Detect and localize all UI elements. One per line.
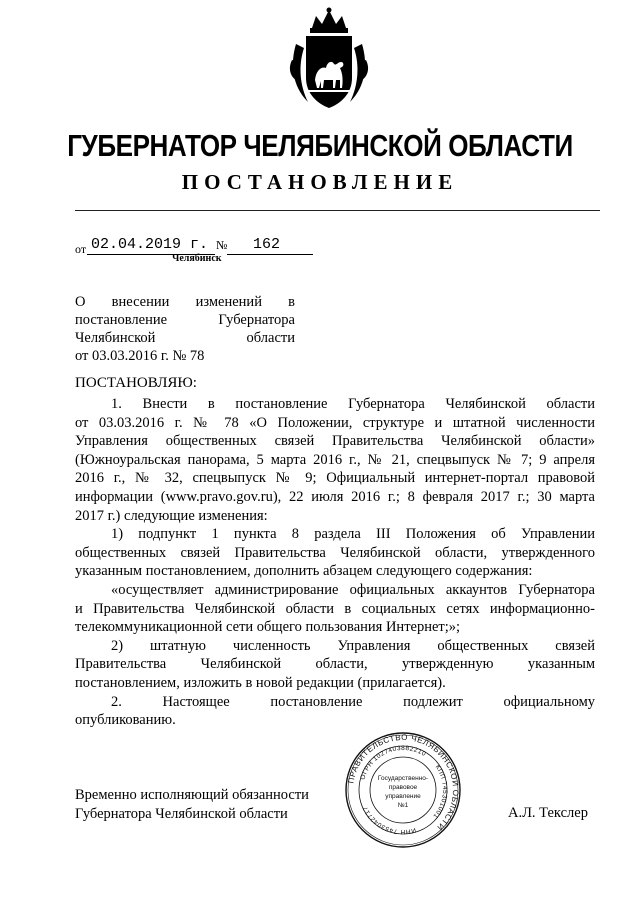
seal-inner-line: управление — [385, 793, 421, 800]
body-line: «осуществляет администрирование официальных аккаунтов Губернатора — [111, 581, 595, 598]
number-label: № — [216, 238, 228, 252]
header-divider — [75, 210, 600, 211]
svg-text:КПП 745301001 — [431, 764, 448, 820]
body-line: (Южноуральская панорама, 5 марта 2016 г., № 21, спецвыпуск № 7; 9 апреля — [75, 451, 595, 468]
seal-kpp-text: КПП 745301001 — [431, 763, 449, 820]
seal-inn-text: ИНН 7453042717 — [361, 804, 417, 836]
body-line: опубликованию. — [75, 712, 176, 729]
body-line: указанным постановлением, дополнить абзацем следующего содержания: — [75, 563, 533, 580]
seal-inner-line: Государственно- — [377, 775, 429, 782]
body-line: информации (www.pravo.gov.ru), 22 июля 2016 г.; 8 февраля 2017 г.; 30 марта — [75, 488, 595, 505]
seal-outer-text: ПРАВИТЕЛЬСТВО ЧЕЛЯБИНСКОЙ ОБЛАСТИ — [346, 732, 461, 833]
city-label: Челябинск — [172, 253, 222, 264]
body-line: телекоммуникационной сети общего пользования Интернет;»; — [75, 619, 461, 636]
subject-line: Челябинской области — [75, 330, 295, 346]
body-line: 1) подпункт 1 пункта 8 раздела III Положения об Управлении — [111, 526, 595, 543]
body-line: 2. Настоящее постановление подлежит официальному — [111, 693, 595, 710]
number-underline — [227, 254, 313, 255]
body-line: от 03.03.2016 г. № 78 «О Положении, структуре и штатной численности — [75, 414, 595, 431]
body-line: 1. Внести в постановление Губернатора Челябинской области — [111, 396, 595, 412]
body-line: постановлением, изложить в новой редакции (прилагается). — [75, 674, 446, 691]
subject-line: О внесении изменений в — [75, 294, 295, 310]
body-line: 2016 г., № 32, спецвыпуск № 9; Официальный интернет-портал правовой — [75, 470, 595, 487]
body-line: и Правительства Челябинской области в социальных сетях информационно- — [75, 600, 595, 617]
body-line: Правительства Челябинской области, утвержденную указанным — [75, 656, 595, 673]
signer-name: А.Л. Текслер — [508, 805, 588, 821]
coat-of-arms-emblem — [288, 4, 370, 114]
decree-word: ПОСТАНОВЛЯЮ: — [75, 375, 197, 391]
signer-position — [75, 786, 309, 824]
seal-ogrn-text: ОГРН 1027403882210 — [359, 744, 428, 781]
body-line: Управления общественных связей Правительства Челябинской области» — [75, 433, 595, 450]
governor-title: ГУБЕРНАТОР ЧЕЛЯБИНСКОЙ ОБЛАСТИ — [67, 128, 573, 163]
document-type: ПОСТАНОВЛЕНИЕ — [181, 170, 459, 194]
seal-inner-line: правовое — [388, 784, 418, 791]
document-body — [75, 395, 595, 730]
document-subject — [75, 293, 295, 365]
document-number: 162 — [253, 236, 281, 253]
subject-line: от 03.03.2016 г. № 78 — [75, 348, 205, 364]
from-label: от — [75, 242, 87, 256]
document-date: 02.04.2019 г. — [91, 236, 209, 253]
subject-line: постановление Губернатора — [75, 312, 295, 328]
signer-position-line: Временно исполняющий обязанности — [75, 787, 309, 803]
body-line: общественных связей Правительства Челябинской области, утвержденного — [75, 544, 595, 561]
signer-position-line: Губернатора Челябинской области — [75, 806, 288, 822]
seal-inner-line: №1 — [397, 802, 409, 809]
body-line: 2017 г.) следующие изменения: — [75, 507, 268, 524]
body-line: 2) штатную численность Управления общественных связей — [111, 637, 595, 654]
official-seal-stamp — [343, 730, 463, 850]
